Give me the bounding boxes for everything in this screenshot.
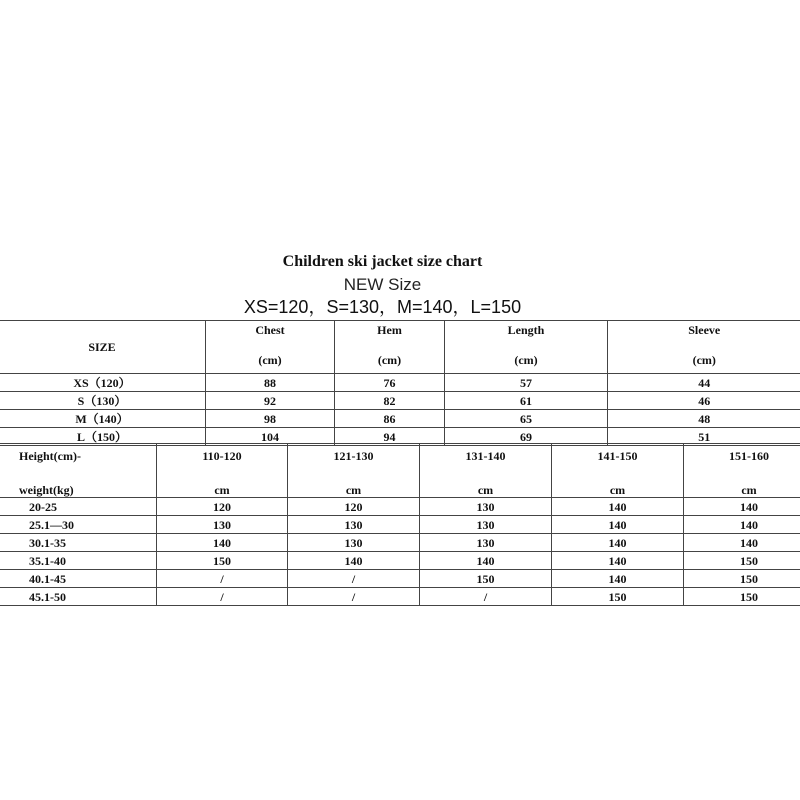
height-range-label: 121-130 <box>333 449 374 463</box>
sleeve-header-label: Sleeve <box>688 323 721 337</box>
size-value-cell: / <box>420 588 552 606</box>
length-cell: 57 <box>445 374 608 392</box>
length-cell: 69 <box>445 428 608 446</box>
size-mapping-line: XS=120，S=130，M=140，L=150 <box>243 297 522 317</box>
size-value-cell: 130 <box>157 516 288 534</box>
length-header-unit: (cm) <box>514 353 538 367</box>
height-range-header <box>552 444 684 498</box>
hem-header-unit: (cm) <box>377 353 402 367</box>
weight-cell: 45.1-50 <box>0 588 157 606</box>
size-cell: M（140） <box>0 410 206 428</box>
size-value-cell: 150 <box>157 552 288 570</box>
height-range-header <box>420 444 552 498</box>
sleeve-header-unit: (cm) <box>692 353 716 367</box>
table-row <box>0 374 800 392</box>
size-column-header: SIZE <box>0 321 206 374</box>
hem-cell: 82 <box>335 392 445 410</box>
size-value-cell: 140 <box>684 534 800 552</box>
size-cell: L（150） <box>0 428 206 446</box>
table-row <box>0 410 800 428</box>
hem-cell: 76 <box>335 374 445 392</box>
sleeve-cell: 46 <box>608 392 800 410</box>
sleeve-cell: 51 <box>608 428 800 446</box>
size-cell: S（130） <box>0 392 206 410</box>
chest-column-header <box>206 321 335 374</box>
height-range-label: 141-150 <box>597 449 638 463</box>
size-value-cell: 140 <box>684 498 800 516</box>
length-header-label: Length <box>507 323 545 337</box>
size-value-cell: 150 <box>552 588 684 606</box>
size-value-cell: 150 <box>420 570 552 588</box>
height-range-unit: cm <box>477 483 494 497</box>
height-range-header <box>288 444 420 498</box>
height-range-header <box>157 444 288 498</box>
table-row <box>0 570 800 588</box>
hw-table-header-row <box>0 444 800 498</box>
size-value-cell: 140 <box>552 552 684 570</box>
height-weight-header <box>0 444 157 498</box>
hem-column-header <box>335 321 445 374</box>
size-value-cell: 130 <box>420 516 552 534</box>
size-value-cell: 120 <box>157 498 288 516</box>
height-range-label: 151-160 <box>729 449 769 463</box>
weight-cell: 30.1-35 <box>0 534 157 552</box>
weight-cell: 20-25 <box>0 498 157 516</box>
chest-header-unit: (cm) <box>258 353 282 367</box>
table-row <box>0 498 800 516</box>
size-value-cell: 150 <box>684 588 800 606</box>
sleeve-column-header <box>608 321 800 374</box>
length-column-header <box>445 321 608 374</box>
weight-cell: 25.1—30 <box>0 516 157 534</box>
chest-header-label: Chest <box>255 323 285 337</box>
size-value-cell: / <box>288 588 420 606</box>
size-value-cell: / <box>157 570 288 588</box>
sleeve-cell: 44 <box>608 374 800 392</box>
size-table-header-row <box>0 321 800 374</box>
weight-cell: 35.1-40 <box>0 552 157 570</box>
weight-header-label: weight(kg) <box>19 483 74 497</box>
chest-cell: 92 <box>206 392 335 410</box>
hem-header-label: Hem <box>377 323 402 337</box>
height-header-label: Height(cm)- <box>19 449 81 463</box>
length-cell: 65 <box>445 410 608 428</box>
chest-cell: 104 <box>206 428 335 446</box>
size-value-cell: 140 <box>552 516 684 534</box>
hem-cell: 94 <box>335 428 445 446</box>
size-value-cell: 130 <box>288 534 420 552</box>
size-value-cell: 140 <box>684 516 800 534</box>
length-cell: 61 <box>445 392 608 410</box>
table-row <box>0 392 800 410</box>
height-range-unit: cm <box>214 483 230 497</box>
hem-cell: 86 <box>335 410 445 428</box>
size-value-cell: 140 <box>157 534 288 552</box>
chest-cell: 88 <box>206 374 335 392</box>
table-row <box>0 552 800 570</box>
size-value-cell: 140 <box>552 570 684 588</box>
chest-cell: 98 <box>206 410 335 428</box>
weight-cell: 40.1-45 <box>0 570 157 588</box>
size-value-cell: 150 <box>684 570 800 588</box>
size-value-cell: 140 <box>420 552 552 570</box>
height-range-unit: cm <box>609 483 626 497</box>
height-range-header <box>684 444 800 498</box>
size-value-cell: 130 <box>420 534 552 552</box>
chart-title: Children ski jacket size chart <box>282 253 483 270</box>
size-measurement-table <box>0 320 800 446</box>
height-weight-table <box>0 443 800 606</box>
height-range-unit: cm <box>741 483 757 497</box>
size-value-cell: 140 <box>288 552 420 570</box>
size-value-cell: 150 <box>684 552 800 570</box>
chart-subtitle: NEW Size <box>343 275 422 294</box>
size-value-cell: 130 <box>288 516 420 534</box>
table-row <box>0 588 800 606</box>
size-value-cell: / <box>288 570 420 588</box>
size-value-cell: 130 <box>420 498 552 516</box>
sleeve-cell: 48 <box>608 410 800 428</box>
size-value-cell: 140 <box>552 498 684 516</box>
table-row <box>0 534 800 552</box>
height-range-unit: cm <box>345 483 362 497</box>
size-value-cell: / <box>157 588 288 606</box>
height-range-label: 110-120 <box>202 449 242 463</box>
height-range-label: 131-140 <box>465 449 506 463</box>
size-value-cell: 140 <box>552 534 684 552</box>
size-value-cell: 120 <box>288 498 420 516</box>
size-cell: XS（120） <box>0 374 206 392</box>
table-row <box>0 516 800 534</box>
